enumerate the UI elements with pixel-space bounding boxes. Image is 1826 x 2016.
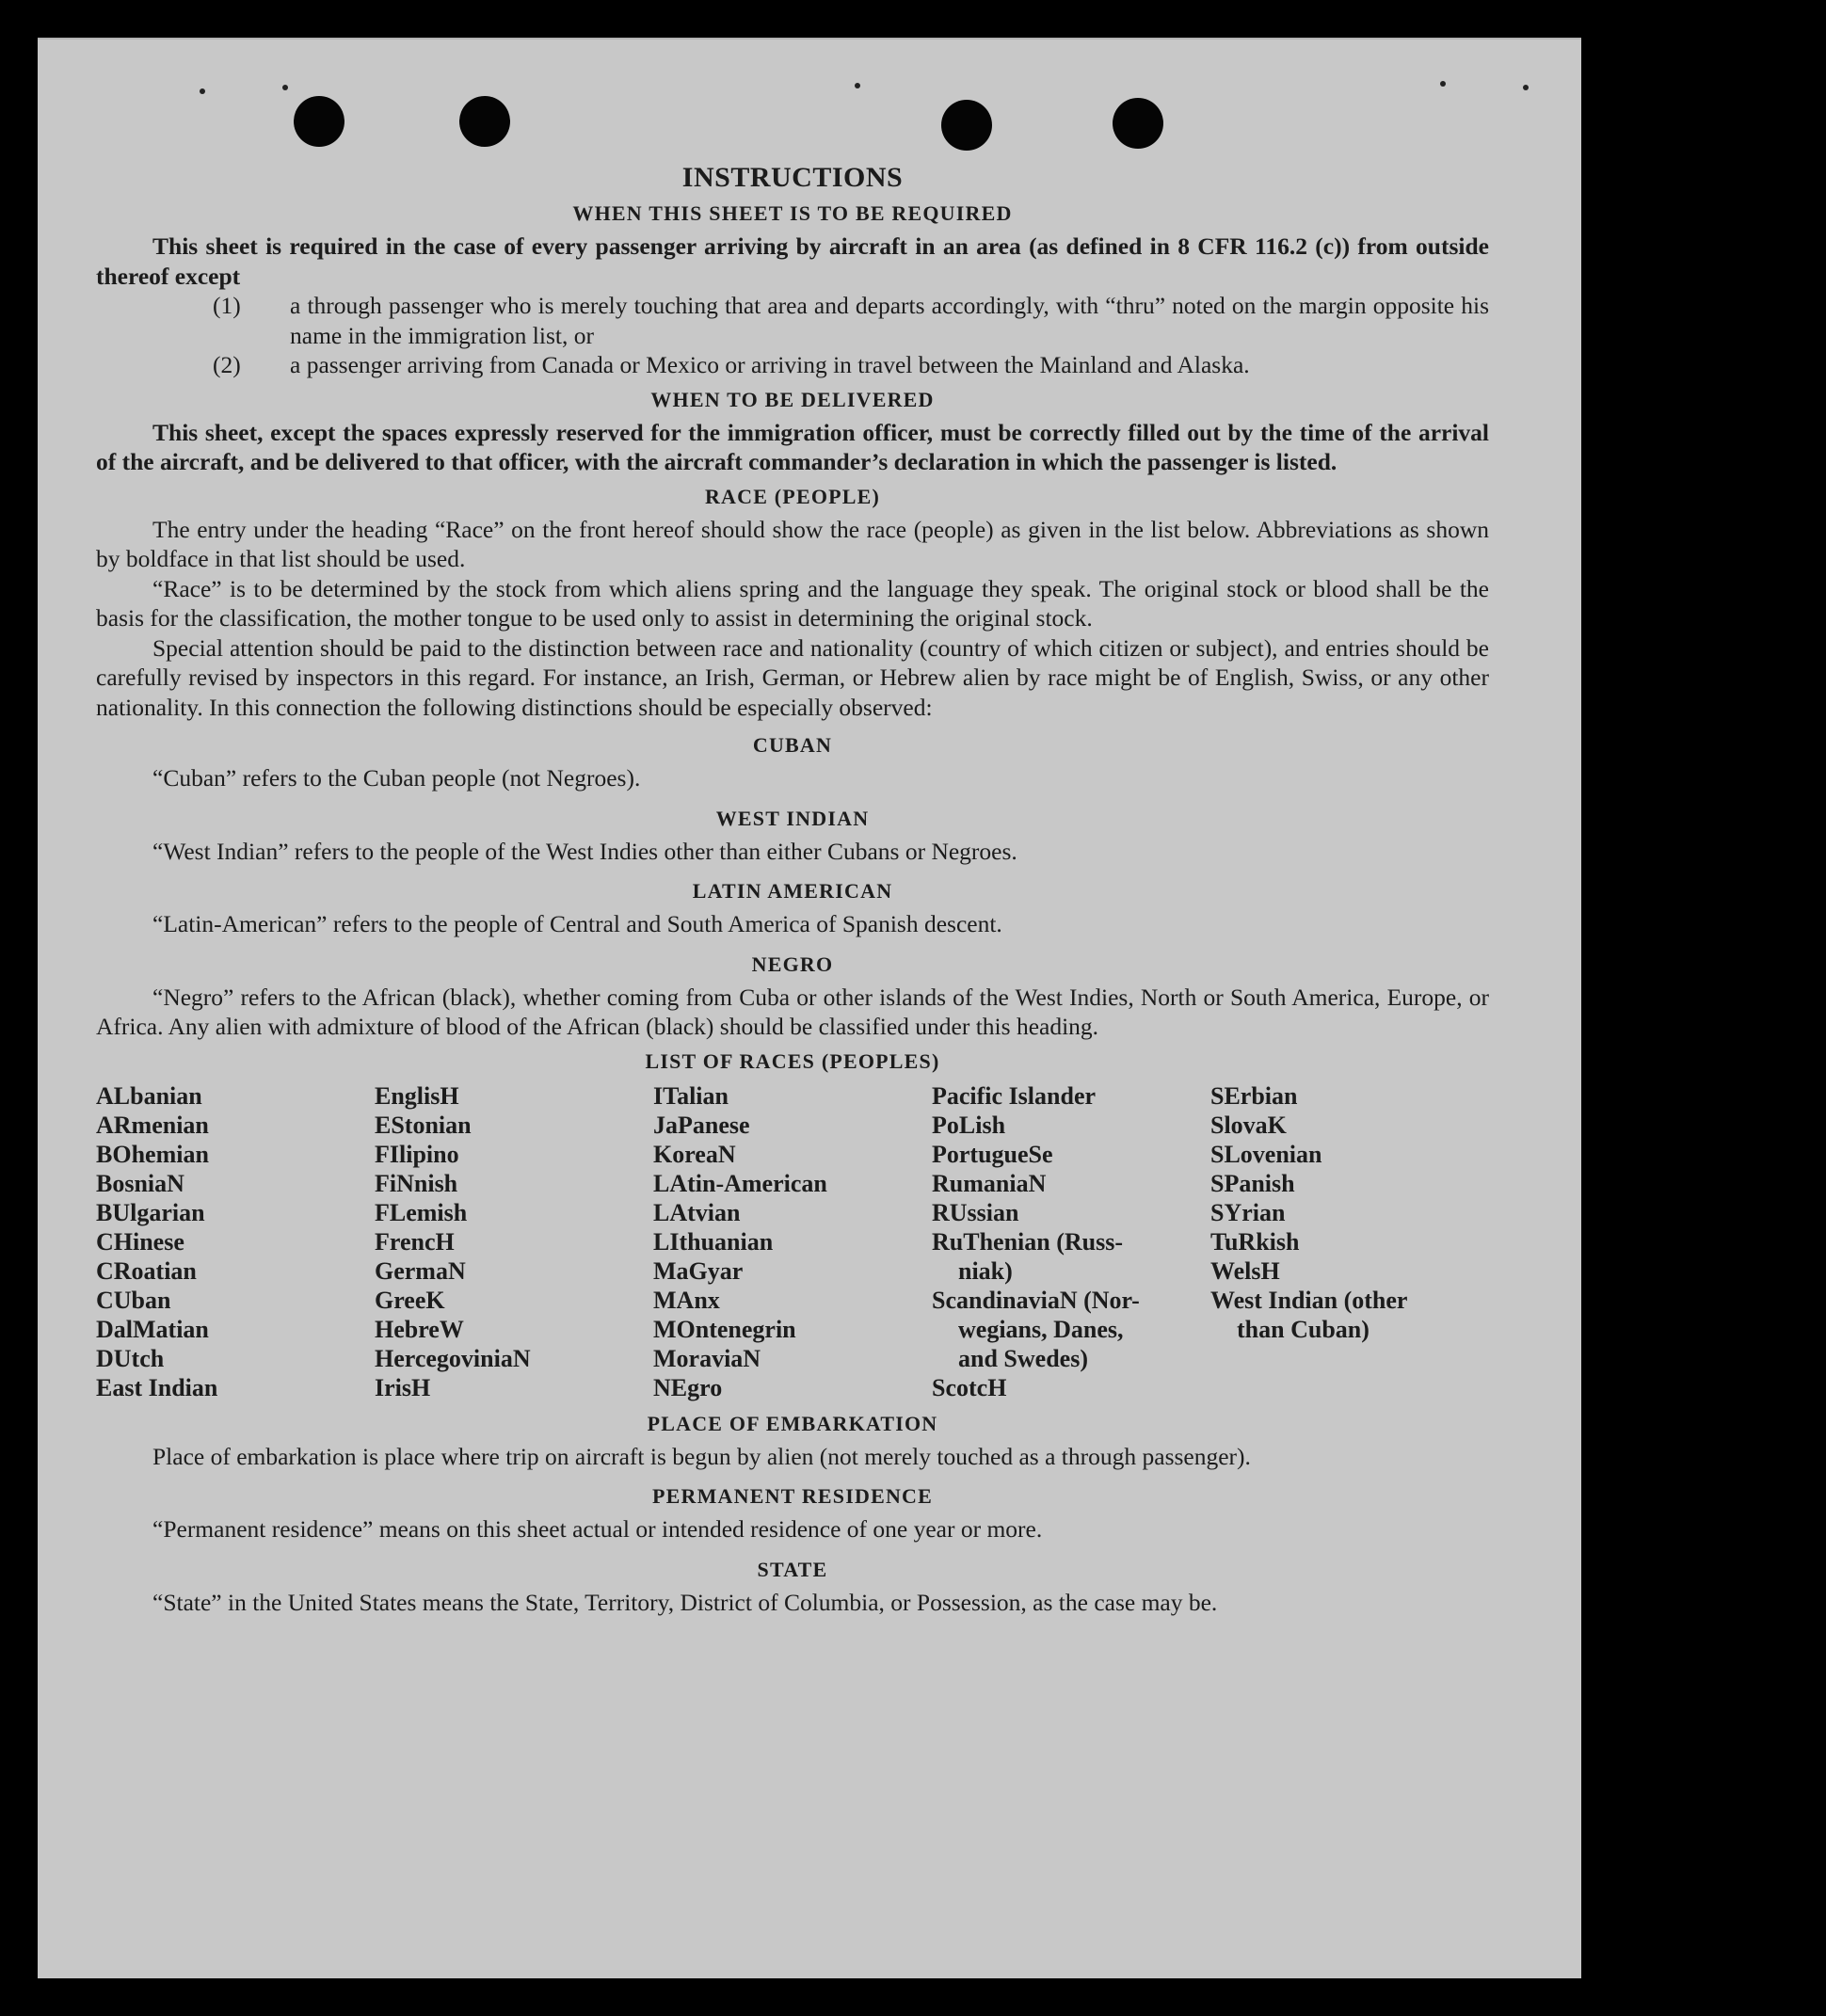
negro-text: “Negro” refers to the African (black), whether coming from Cuba or other islands of the West Indies, North or South America, Europe, or Africa. Any alien with admixture of blood of the African (black) should be classified under this heading. bbox=[96, 983, 1489, 1040]
race-entry: BosniaN bbox=[96, 1169, 184, 1197]
heading-when-required: WHEN THIS SHEET IS TO BE REQUIRED bbox=[572, 201, 1013, 225]
race-entry: than Cuban) bbox=[1237, 1315, 1370, 1343]
race-entry: KoreaN bbox=[653, 1140, 736, 1168]
punch-hole bbox=[1113, 98, 1163, 149]
race-entry: wegians, Danes, bbox=[958, 1315, 1124, 1343]
race-entry: BUlgarian bbox=[96, 1198, 205, 1226]
race-entry: FiNnish bbox=[375, 1169, 458, 1197]
race-entry: LIthuanian bbox=[653, 1227, 774, 1256]
speck bbox=[1523, 85, 1529, 90]
punch-hole bbox=[941, 100, 992, 151]
race-entry: EnglisH bbox=[375, 1081, 459, 1110]
document-page bbox=[38, 38, 1581, 1978]
race-entry: GreeK bbox=[375, 1286, 445, 1314]
race-paragraph-2: “Race” is to be determined by the stock from which aliens spring and the language they speak. The original stock or blood shall be the basis for the classification, the mother tongue to be used only to assist in determining the original stock. bbox=[96, 574, 1489, 632]
race-entry: LAtvian bbox=[653, 1198, 741, 1226]
races-column bbox=[375, 1081, 653, 1402]
race-entry: CRoatian bbox=[96, 1256, 197, 1285]
heading-cuban: CUBAN bbox=[752, 733, 833, 757]
race-entry: ARmenian bbox=[96, 1111, 209, 1139]
heading-when-delivered: WHEN TO BE DELIVERED bbox=[650, 387, 935, 411]
race-entry: NEgro bbox=[653, 1373, 723, 1401]
speck bbox=[1440, 81, 1446, 87]
exception-item bbox=[96, 350, 1489, 380]
exception-text: a passenger arriving from Canada or Mexico or arriving in travel between the Mainland and Alaska. bbox=[290, 351, 1250, 378]
race-entry: East Indian bbox=[96, 1373, 218, 1401]
races-column bbox=[1210, 1081, 1489, 1402]
race-entry: ITalian bbox=[653, 1081, 729, 1110]
race-entry: FIlipino bbox=[375, 1140, 459, 1168]
race-paragraph-3: Special attention should be paid to the distinction between race and nationality (country of which citizen or subject), and entries should be carefully revised by inspectors in this regard. For instance, an Irish, German, or Hebrew alien by race might be of English, Swiss, or any other nationality. In this connection the following distinctions should be especially observed: bbox=[96, 633, 1489, 721]
race-entry: RumaniaN bbox=[932, 1169, 1047, 1197]
exception-number: (2) bbox=[213, 351, 241, 378]
race-entry: HercegoviniaN bbox=[375, 1344, 531, 1372]
punch-hole bbox=[459, 96, 510, 147]
permanent-residence-text: “Permanent residence” means on this sheet actual or intended residence of one year or more. bbox=[152, 1515, 1043, 1543]
race-entry: CUban bbox=[96, 1286, 171, 1314]
race-entry: niak) bbox=[958, 1256, 1013, 1285]
heading-permanent-residence: PERMANENT RESIDENCE bbox=[651, 1484, 934, 1508]
embarkation-text: Place of embarkation is place where trip on aircraft is begun by alien (not merely touched as a through passenger). bbox=[152, 1442, 1251, 1470]
race-entry: CHinese bbox=[96, 1227, 184, 1256]
race-entry: LAtin-American bbox=[653, 1169, 827, 1197]
race-entry: MAnx bbox=[653, 1286, 720, 1314]
race-entry: ScotcH bbox=[932, 1373, 1007, 1401]
race-entry: FLemish bbox=[375, 1198, 468, 1226]
speck bbox=[200, 88, 205, 94]
races-column bbox=[653, 1081, 932, 1402]
race-entry: SlovaK bbox=[1210, 1111, 1287, 1139]
race-entry: ALbanian bbox=[96, 1081, 202, 1110]
races-column bbox=[932, 1081, 1210, 1402]
heading-list-of-races: LIST OF RACES (PEOPLES) bbox=[645, 1048, 940, 1073]
race-entry: MOntenegrin bbox=[653, 1315, 796, 1343]
heading-negro: NEGRO bbox=[751, 952, 834, 976]
instructions-content bbox=[96, 162, 1489, 1617]
race-entry: GermaN bbox=[375, 1256, 466, 1285]
race-entry: FrencH bbox=[375, 1227, 455, 1256]
race-entry: SYrian bbox=[1210, 1198, 1286, 1226]
state-text: “State” in the United States means the State, Territory, District of Columbia, or Possession, as the case may be. bbox=[152, 1588, 1218, 1616]
race-entry: ScandinaviaN (Nor- bbox=[932, 1286, 1140, 1314]
race-entry: RUssian bbox=[932, 1198, 1019, 1226]
when-required-intro: This sheet is required in the case of every passenger arriving by aircraft in an area (as defined in 8 CFR 116.2 (c)) from outside thereof except bbox=[96, 232, 1489, 290]
race-entry: and Swedes) bbox=[958, 1344, 1088, 1372]
race-entry: PoLish bbox=[932, 1111, 1006, 1139]
exception-item bbox=[96, 291, 1489, 350]
race-paragraph-1: The entry under the heading “Race” on the front hereof should show the race (people) as given in the list below. Abbreviations as shown by boldface in that list should be used. bbox=[96, 515, 1489, 572]
west-indian-text: “West Indian” refers to the people of the West Indies other than either Cubans or Negroes. bbox=[152, 837, 1017, 865]
race-entry: MaGyar bbox=[653, 1256, 744, 1285]
cuban-text: “Cuban” refers to the Cuban people (not Negroes). bbox=[152, 764, 641, 792]
race-entry: DalMatian bbox=[96, 1315, 209, 1343]
speck bbox=[282, 85, 288, 90]
exception-text: a through passenger who is merely touching that area and departs accordingly, with “thru” noted on the margin opposite his name in the immigration list, or bbox=[290, 292, 1489, 349]
latin-american-text: “Latin-American” refers to the people of Central and South America of Spanish descent. bbox=[152, 910, 1002, 937]
race-entry: SErbian bbox=[1210, 1081, 1298, 1110]
race-entry: West Indian (other bbox=[1210, 1286, 1408, 1314]
race-entry: PortugueSe bbox=[932, 1140, 1053, 1168]
race-entry: TuRkish bbox=[1210, 1227, 1300, 1256]
race-entry: WelsH bbox=[1210, 1256, 1280, 1285]
punch-hole bbox=[294, 96, 344, 147]
race-entry: SPanish bbox=[1210, 1169, 1295, 1197]
race-entry: MoraviaN bbox=[653, 1344, 761, 1372]
heading-state: STATE bbox=[757, 1557, 828, 1581]
races-column bbox=[96, 1081, 375, 1402]
when-delivered-text: This sheet, except the spaces expressly reserved for the immigration officer, must be correctly filled out by the time of the arrival of the aircraft, and be delivered to that officer, with the aircraft commander’s declaration in which the passenger is listed. bbox=[96, 418, 1489, 475]
race-entry: SLovenian bbox=[1210, 1140, 1322, 1168]
race-entry: JaPanese bbox=[653, 1111, 750, 1139]
race-entry: HebreW bbox=[375, 1315, 464, 1343]
heading-race: RACE (PEOPLE) bbox=[704, 484, 881, 508]
race-entry: DUtch bbox=[96, 1344, 165, 1372]
race-entry: RuThenian (Russ- bbox=[932, 1227, 1124, 1256]
speck bbox=[855, 83, 860, 88]
heading-west-indian: WEST INDIAN bbox=[715, 806, 870, 830]
heading-embarkation: PLACE OF EMBARKATION bbox=[647, 1411, 938, 1435]
page-title: INSTRUCTIONS bbox=[681, 162, 904, 193]
races-list bbox=[96, 1081, 1489, 1402]
race-entry: IrisH bbox=[375, 1373, 431, 1401]
race-entry: Pacific Islander bbox=[932, 1081, 1097, 1110]
heading-latin-american: LATIN AMERICAN bbox=[692, 879, 893, 903]
race-entry: BOhemian bbox=[96, 1140, 209, 1168]
exception-number: (1) bbox=[213, 292, 241, 319]
race-entry: EStonian bbox=[375, 1111, 472, 1139]
